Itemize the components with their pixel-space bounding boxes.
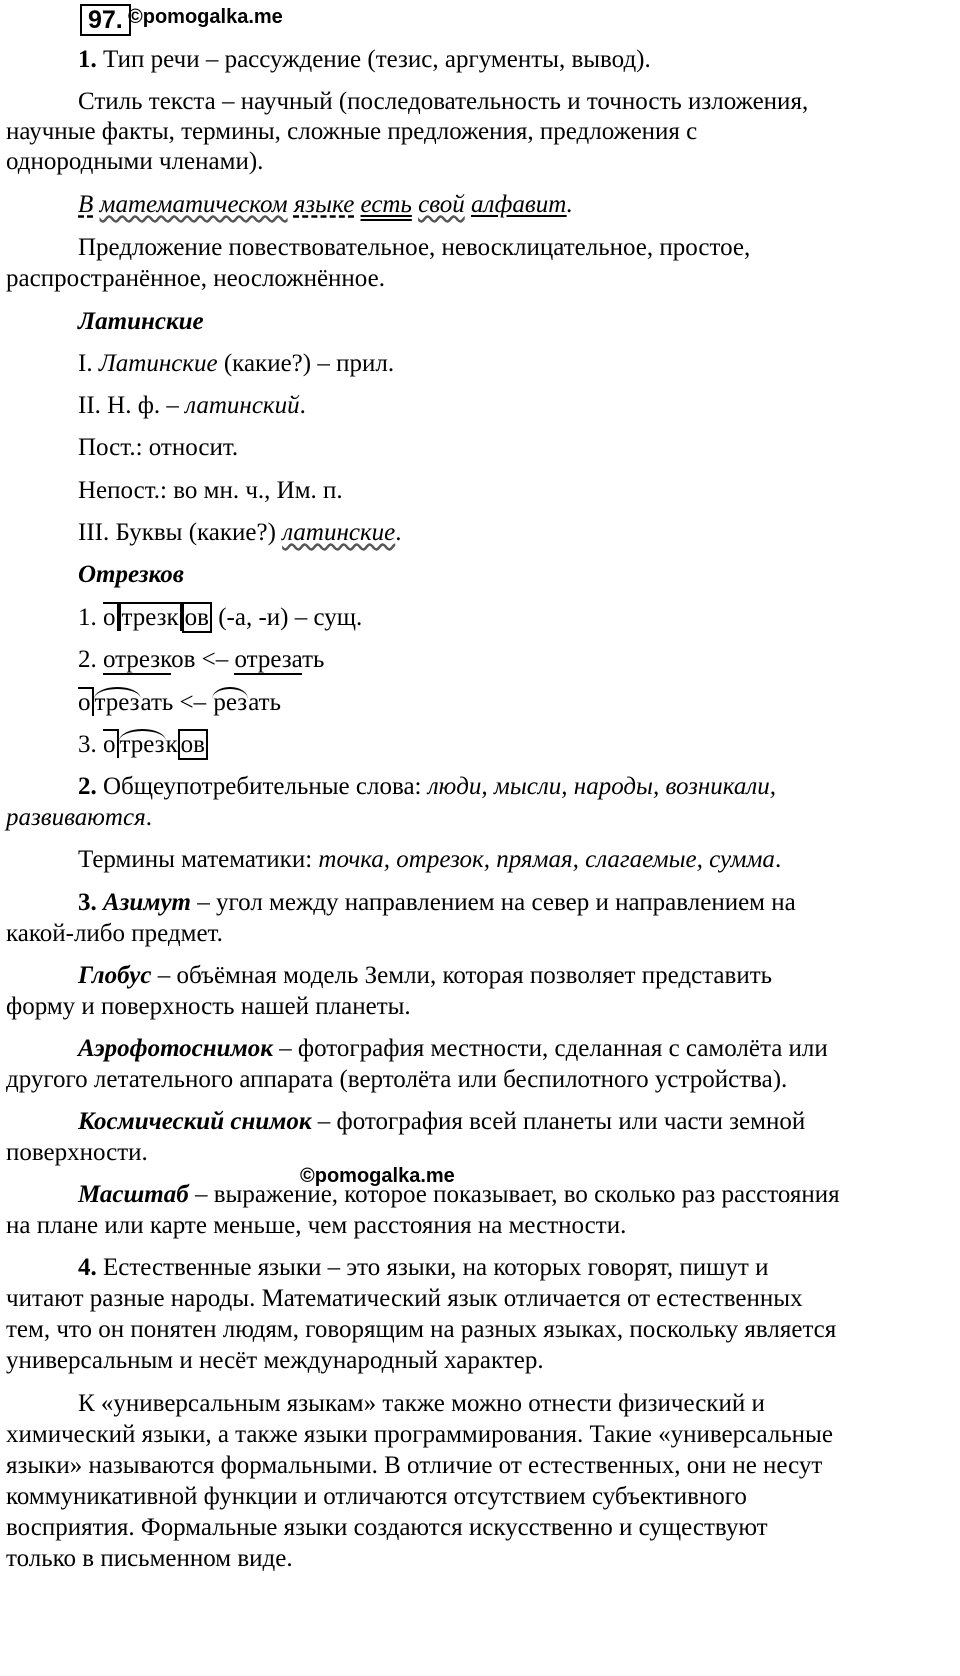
otrezkov-heading: Отрезков: [78, 561, 184, 588]
latin-line-5: III. Буквы (какие?) латинские.: [78, 519, 402, 546]
watermark-middle: ©pomogalka.me: [300, 1165, 455, 1187]
paragraph-12-line-4: коммуникативной функции и отличаются отсутствием субъективного: [6, 1483, 747, 1510]
latin-heading: Латинские: [78, 308, 204, 335]
task-number: 97.: [80, 4, 131, 36]
watermark-top: ©pomogalka.me: [128, 6, 283, 28]
paragraph-11-line-1: 4. Естественные языки – это языки, на которых говорят, пишут и: [78, 1254, 769, 1281]
morpheme-line-2: 2. отрезков <– отрезать: [78, 646, 325, 673]
paragraph-11-line-4: универсальным и несёт международный характер.: [6, 1347, 544, 1374]
latin-line-2: II. Н. ф. – латинский.: [78, 392, 306, 419]
parsed-sentence: В математическом языке есть свой алфавит.: [78, 191, 573, 218]
paragraph-4-line-2: развиваются.: [6, 804, 152, 831]
paragraph-4-line-1: 2. Общеупотребительные слова: люди, мысли, народы, возникали,: [78, 773, 777, 800]
paragraph-2-line-3: однородными членами).: [6, 148, 264, 175]
paragraph-1: 1. Тип речи – рассуждение (тезис, аргументы, вывод).: [78, 46, 651, 73]
paragraph-7-line-2: форму и поверхность нашей планеты.: [6, 993, 411, 1020]
paragraph-2-line-2: научные факты, термины, сложные предложения, предложения с: [6, 118, 698, 145]
paragraph-12-line-5: восприятия. Формальные языки создаются искусственно и существуют: [6, 1514, 768, 1541]
morpheme-line-4: 3. о трезк ов: [78, 730, 208, 760]
morpheme-line-1: 1. о трезк ов (-а, -и) – сущ.: [78, 604, 363, 631]
paragraph-6-line-1: 3. Азимут – угол между направлением на север и направлением на: [78, 889, 796, 916]
paragraph-8-line-1: Аэрофотоснимок – фотография местности, сделанная с самолёта или: [78, 1035, 828, 1062]
latin-line-1: I. Латинские (какие?) – прил.: [78, 350, 395, 377]
paragraph-12-line-1: К «универсальным языкам» также можно отнести физический и: [78, 1390, 765, 1417]
paragraph-3-line-2: распространённое, неосложнённое.: [6, 265, 385, 292]
paragraph-6-line-2: какой-либо предмет.: [6, 920, 223, 947]
paragraph-8-line-2: другого летательного аппарата (вертолёта или беспилотного устройства).: [6, 1066, 788, 1093]
latin-line-3: Пост.: относит.: [78, 434, 239, 461]
paragraph-10-line-1: Масштаб – выражение, которое показывает, во сколько раз расстояния: [78, 1181, 840, 1208]
paragraph-10-line-2: на плане или карте меньше, чем расстояния на местности.: [6, 1212, 627, 1239]
paragraph-2-line-1: Стиль текста – научный (последовательность и точность изложения,: [78, 88, 809, 115]
paragraph-12-line-3: языки» называются формальными. В отличие от естественных, они не несут: [6, 1452, 823, 1479]
paragraph-7-line-1: Глобус – объёмная модель Земли, которая позволяет представить: [78, 962, 773, 989]
latin-line-4: Непост.: во мн. ч., Им. п.: [78, 477, 343, 504]
paragraph-12-line-6: только в письменном виде.: [6, 1545, 293, 1572]
paragraph-9-line-2: поверхности.: [6, 1139, 148, 1166]
paragraph-9-line-1: Космический снимок – фотография всей планеты или части земной: [78, 1108, 806, 1135]
paragraph-12-line-2: химический языки, а также языки программирования. Такие «универсальные: [6, 1421, 833, 1448]
paragraph-11-line-3: тем, что он понятен людям, говорящим на разных языках, поскольку является: [6, 1316, 837, 1343]
morpheme-line-3: о трезать <– резать: [78, 689, 281, 716]
paragraph-3-line-1: Предложение повествовательное, невосклицательное, простое,: [78, 234, 751, 261]
paragraph-5: Термины математики: точка, отрезок, прямая, слагаемые, сумма.: [78, 846, 782, 873]
paragraph-11-line-2: читают разные народы. Математический язык отличается от естественных: [6, 1285, 803, 1312]
